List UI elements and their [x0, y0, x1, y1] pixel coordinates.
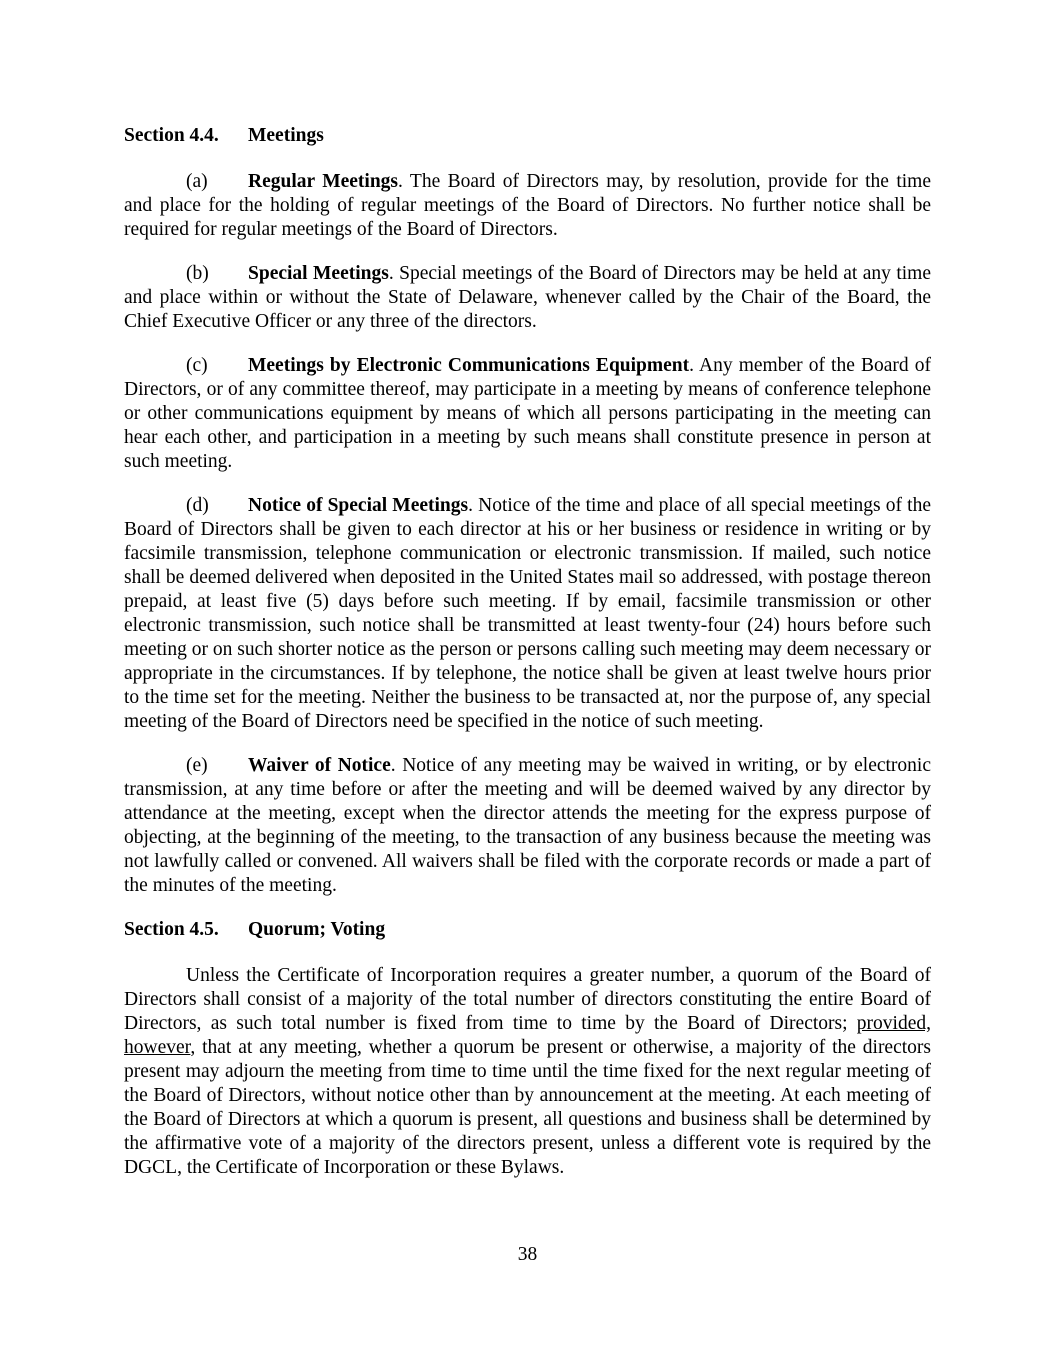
quorum-paragraph: [124, 964, 931, 1180]
paragraph-b-label: (b): [186, 263, 209, 284]
paragraph-b-heading: Special Meetings: [248, 263, 389, 284]
quorum-text-before: Unless the Certificate of Incorporation requires a greater number, a quorum of the Board of Directors shall consist of a majority of the total number of directors constituting the entire Board of Directors, as such total number is fixed from time to time by the Board of Directors;: [124, 965, 931, 1034]
paragraph-e-label: (e): [186, 755, 208, 776]
section-4-4-heading: [124, 124, 931, 148]
paragraph-c-text: . Any member of the Board of Directors, or of any committee thereof, may participate in a meeting by means of conference telephone or other communications equipment by means of which all persons participating in the meeting can hear each other, and participation in a meeting by such means shall constitute presence in person at such meeting.: [124, 355, 931, 472]
paragraph-e-heading: Waiver of Notice: [248, 755, 391, 776]
quorum-text-after: , that at any meeting, whether a quorum be present or otherwise, a majority of the directors present may adjourn the meeting from time to time until the time fixed for the next regular meeting of the Board of Directors, without notice other than by announcement at the meeting. At each meeting of the Board of Directors at which a quorum is present, all questions and business shall be determined by the affirmative vote of a majority of the directors present, unless a different vote is required by the DGCL, the Certificate of Incorporation or these Bylaws.: [124, 1037, 931, 1178]
quorum-underlined-text: provided, however: [124, 1013, 931, 1058]
paragraph-a-label: (a): [186, 171, 208, 192]
page-number: 38: [517, 1244, 538, 1265]
paragraph-c-label: (c): [186, 355, 208, 376]
paragraph-d: [124, 494, 931, 734]
paragraph-c-heading: Meetings by Electronic Communications Equipment: [248, 355, 690, 376]
section-4-5-heading: [124, 918, 931, 942]
paragraph-b-text: . Special meetings of the Board of Directors may be held at any time and place within or without the State of Delaware, whenever called by the Chair of the Board, the Chief Executive Officer or any three of the directors.: [124, 263, 931, 332]
section-4-4-number: Section 4.4.: [124, 125, 219, 146]
paragraph-d-label: (d): [186, 495, 209, 516]
paragraph-c: [124, 354, 931, 474]
document-page: [124, 124, 931, 1200]
paragraph-d-heading: Notice of Special Meetings: [248, 495, 469, 516]
section-4-4-title: Meetings: [248, 125, 324, 146]
paragraph-a-text: . The Board of Directors may, by resolution, provide for the time and place for the holding of regular meetings of the Board of Directors. No further notice shall be required for regular meetings of the Board of Directors.: [124, 171, 931, 240]
paragraph-a-heading: Regular Meetings: [248, 171, 399, 192]
paragraph-b: [124, 262, 931, 334]
paragraph-e: [124, 754, 931, 898]
paragraph-d-text: . Notice of the time and place of all special meetings of the Board of Directors shall be given to each director at his or her business or residence in writing or by facsimile transmission, telephone communication or electronic transmission. If mailed, such notice shall be deemed delivered when deposited in the United States mail so addressed, with postage thereon prepaid, at least five (5) days before such meeting. If by email, facsimile transmission or other electronic transmission, such notice shall be transmitted at least twenty-four (24) hours before such meeting or on such shorter notice as the person or persons calling such meeting may deem necessary or appropriate in the circumstances. If by telephone, the notice shall be given at least twelve hours prior to the time set for the meeting. Neither the business to be transacted at, nor the purpose of, any special meeting of the Board of Directors need be specified in the notice of such meeting.: [124, 495, 931, 732]
paragraph-a: [124, 170, 931, 242]
section-4-5-title: Quorum; Voting: [248, 919, 386, 940]
section-4-5-number: Section 4.5.: [124, 919, 219, 940]
paragraph-e-text: . Notice of any meeting may be waived in writing, or by electronic transmission, at any time before or after the meeting and will be deemed waived by any director by attendance at the meeting, except when the director attends the meeting for the express purpose of objecting, at the beginning of the meeting, to the transaction of any business because the meeting was not lawfully called or convened. All waivers shall be filed with the corporate records or made a part of the minutes of the meeting.: [124, 755, 931, 896]
